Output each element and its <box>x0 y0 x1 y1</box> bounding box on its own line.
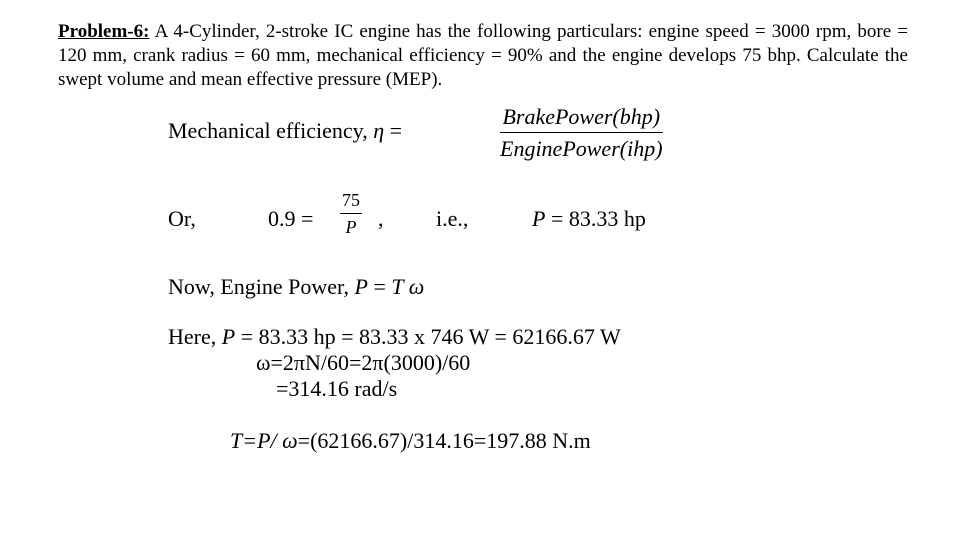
fraction-denominator: EnginePower(ihp) <box>500 136 663 161</box>
torque-omega-expr: T ω <box>391 274 425 299</box>
power-value: = 83.33 hp <box>545 206 646 231</box>
torque-result: =(62166.67)/314.16=197.88 N.m <box>297 428 591 453</box>
engine-power-var: P <box>354 274 368 299</box>
ratio-denominator: P <box>345 217 357 237</box>
engine-power-text: Now, Engine Power, <box>168 274 355 299</box>
mech-eff-label <box>168 118 402 144</box>
torque-expr: T=P/ ω <box>230 428 298 453</box>
mech-eff-fraction <box>500 104 663 162</box>
problem-statement <box>58 20 908 92</box>
engine-power-line <box>168 274 424 300</box>
eta-symbol: η <box>373 118 385 143</box>
here-line <box>168 324 621 350</box>
ratio-fraction <box>340 190 362 238</box>
or-label: Or, <box>168 206 196 231</box>
ie-label: i.e., <box>436 206 469 231</box>
mech-eff-text: Mechanical efficiency, <box>168 118 374 143</box>
power-var: P <box>532 206 546 231</box>
problem-heading: Problem-6: <box>58 21 150 42</box>
ratio-numerator: 75 <box>340 190 362 214</box>
omega-value: =314.16 rad/s <box>276 376 398 401</box>
ratio-lhs: 0.9 = <box>268 206 314 231</box>
here-var: P <box>221 324 236 349</box>
equals-sign: = <box>384 118 403 143</box>
fraction-numerator: BrakePower(bhp) <box>500 104 663 133</box>
here-rest: = 83.33 hp = 83.33 x 746 W = 62166.67 W <box>235 324 621 349</box>
omega-formula: ω=2πN/60=2π(3000)/60 <box>256 350 471 375</box>
engine-power-equals: = <box>367 274 392 299</box>
ratio-comma: , <box>378 206 384 231</box>
power-result <box>532 206 646 232</box>
problem-text: A 4-Cylinder, 2-stroke IC engine has the following particulars: engine speed = 3000 rpm, bore = 120 mm, crank radius = 60 mm, mechanical efficiency = 90% and the engine develops 75 bhp. Calculate the swept volume and mean effective pressure (MEP). <box>58 21 908 90</box>
torque-line <box>230 428 591 454</box>
here-text: Here, <box>168 324 222 349</box>
